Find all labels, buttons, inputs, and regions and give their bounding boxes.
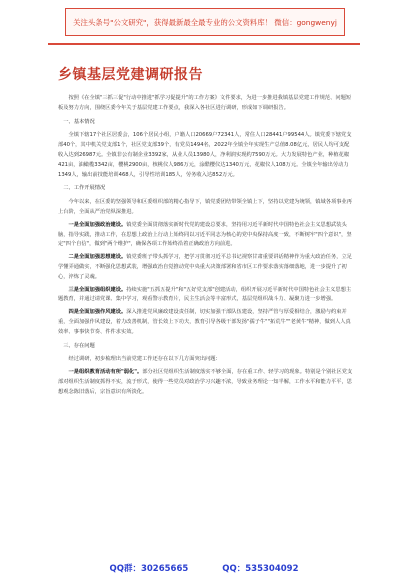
paragraph-text: 镇党委班子带头抓学习，把学习贯彻习近平总书记视察甘肃重要讲话精神作为重大政治任务，立足学懂弄通做实，不断强化思想武装，增强政治自觉推动党中央重大决策部署和省市区工作要求落实落细落地，进一步提升了初心，淬炼了灵魂。 (58, 254, 352, 280)
paragraph-text: 镇党委全面贯彻落实新时代党的建设总要求，坚持用习近平新时代中国特色社会主义思想武装头脑，指导实践，推动工作，在思想上政治上行动上始终同以习近平同志为核心的党中央保持高度一致，不断树牢"四个意识"，坚定"四个自信"，做到"两个维护"，确保各项工作始终沿着正确政治方向前进。 (58, 221, 352, 248)
section-heading: 二、工作开展情况 (63, 185, 106, 192)
section-heading: 三、存在问题 (63, 342, 95, 349)
body-paragraph (58, 368, 354, 397)
section-heading: 一、基本情况 (63, 118, 95, 125)
body-paragraph (58, 308, 354, 337)
top-banner (65, 8, 345, 36)
document-body (58, 94, 354, 401)
body-paragraph (58, 286, 354, 306)
paragraph-text: 深入推进党风廉政建设责任制，切实加强干部队伍建设，坚持严管与厚爱相结合，激励与约束并重，全面加强作风建设，着力改善机制，管长效上下功夫，教育引导各级干部发扬"孺子牛""拓荒牛""老黄牛"精神，做到人人真效率、事事快节奏、件件求实效。 (58, 309, 351, 335)
body-paragraph: 全镇下辖17个社区居委会，106个居民小组，户籍人口20669户72341人，常住人口28441户99544人。镇党委下辖党支部40个，其中机关党支部1个，社区党支部39个，有党员1494名，2022年全镇全年实现生产总值8.08亿元，居民人均可支配收入达到26987元。全镇非公有制企业3392家，从业人员13980人，净利润实现约7590万元。大力发展特色产业，种植花椒421亩，油橄榄3342亩，樱桃2900亩，核桃仪人986万元，涂酷樱仪达1340万元，花椒仪人108万元。全镇全年输出劳动力1349人，输出前技能培训468人，引导性培训185人，劳务收入达852万元。 (58, 132, 352, 178)
footer-qq: QQ：535304092 (222, 564, 299, 574)
paragraph-lead: 一是全面加强政治建设。 (68, 221, 127, 228)
paragraph-lead: 二是全面加强思想建设。 (68, 254, 127, 261)
paragraph-lead: 一是组织教育活动有所"弱化"。 (68, 369, 143, 376)
body-paragraph (58, 253, 354, 282)
paragraph-lead: 四是全面加强作风建设。 (68, 309, 127, 316)
banner-text: 关注头条号"公文研究"，获得最新最全最专业的公文资料库！ 微信：gongwenyj (73, 17, 337, 27)
body-paragraph (58, 355, 354, 365)
body-paragraph (58, 221, 354, 250)
footer-contact (0, 562, 408, 578)
document-title: 乡镇基层党建调研报告 (58, 67, 203, 83)
paragraph-lead: 三是全面加强组织建设。 (68, 286, 127, 293)
paragraph-text: 持续实施"五抓五提升"和"五好党支部"创建活动，组织开展习近平新时代中国特色社会主义思想主题教育，并通过请党课、集中学习，观看警示教育片，民主生活会等丰富形式，基层党组织战斗力、凝聚力进一步增强。 (58, 286, 352, 303)
footer-qq-group: QQ群：30265665 (109, 564, 189, 574)
paragraph-text: 经过调研，初步梳理出当前党建工作还存在以下几方面突出问题： (68, 356, 221, 363)
paragraph-text: 今年以来，在区委的坚强领导和区委组织部的精心指导下，镇党委团结带领全镇上下，坚持以党建为统领，镇域各项事业再上台阶，全面从严治党纵深推进。 (58, 199, 352, 215)
intro-paragraph: 按照《在全镇"三抓三促"行动中推进"抓学习促提升"的工作方案》文件要求，为进一步推进我镇基层党建工作规范、问题短板及努力方向，围绕区委今年关于基层党建工作要点，我深入各社区进行调研，形成如下调研报告。 (58, 95, 352, 111)
body-paragraph (58, 198, 354, 218)
paragraph-text: 部分社区党组织生活制度落实不够全面，存在重工作、轻学习的现象。特别是个别社区党支部对组织生活制度抓得不实，流于形式，使得一些党员对政治学习兴趣不浓，导致业务理论一知半解，工作水平和能力平平，思想观念陈旧落后，宗旨意识有所淡化。 (58, 369, 353, 395)
header-rule (48, 43, 360, 45)
